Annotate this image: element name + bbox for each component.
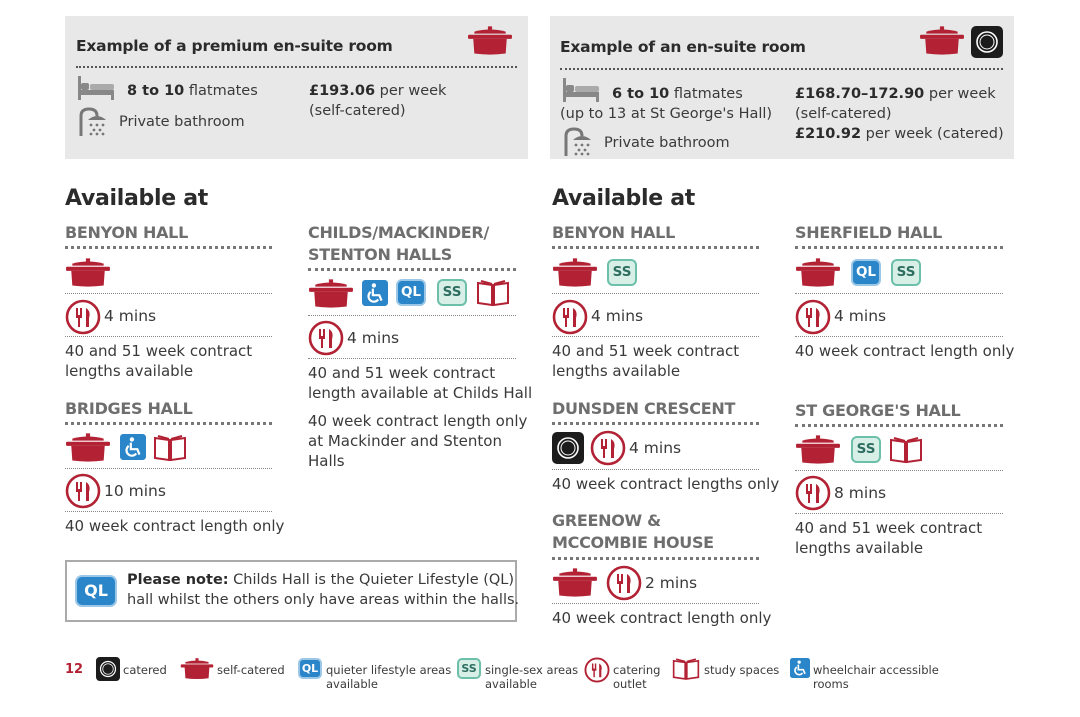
ss-badge: SS bbox=[891, 259, 921, 286]
contract-line: lengths available bbox=[65, 362, 194, 380]
legend-line: catering bbox=[613, 663, 661, 677]
price-range: £168.70–172.90 bbox=[795, 86, 925, 102]
walk-time: 10 mins bbox=[104, 482, 166, 500]
contract-info bbox=[552, 341, 739, 381]
divider bbox=[65, 422, 272, 425]
pot-icon bbox=[308, 279, 354, 309]
divider bbox=[308, 315, 516, 316]
premium-room-title: Example of a premium en-suite room bbox=[76, 37, 393, 55]
wheelchair-icon bbox=[362, 280, 388, 306]
hall-name-benyon: BENYON HALL bbox=[552, 223, 675, 242]
pot-icon bbox=[65, 433, 111, 463]
walk-time: 4 mins bbox=[629, 439, 682, 457]
divider bbox=[795, 293, 1003, 294]
wheelchair-icon bbox=[790, 658, 810, 678]
study-book-icon bbox=[476, 279, 510, 307]
contract-info: 40 week contract length only bbox=[65, 517, 285, 535]
price-catered-unit: per week (catered) bbox=[861, 126, 1004, 142]
study-book-icon bbox=[153, 434, 187, 462]
contract-info bbox=[65, 341, 252, 381]
legend-line: quieter lifestyle areas bbox=[326, 663, 452, 677]
divider bbox=[795, 336, 1003, 337]
contract-info: 40 week contract length only bbox=[552, 609, 772, 627]
legend-quieter-lifestyle bbox=[326, 663, 451, 691]
ensuite-room-title: Example of an en-suite room bbox=[560, 38, 806, 56]
contract-info: 40 week contract length only bbox=[795, 342, 1015, 360]
divider bbox=[65, 293, 272, 294]
divider bbox=[65, 468, 272, 469]
legend-catering-outlet bbox=[613, 663, 660, 691]
catered-icon bbox=[971, 26, 1003, 58]
flatmates-count: 6 to 10 bbox=[612, 86, 670, 102]
walk-time: 4 mins bbox=[834, 307, 887, 325]
divider bbox=[308, 358, 516, 359]
catering-outlet-icon bbox=[590, 430, 626, 466]
please-note-line1: Childs Hall is the Quieter Lifestyle (QL) bbox=[228, 572, 515, 588]
hall-name-childs-mackinder-stenton bbox=[308, 222, 489, 266]
walk-time: 4 mins bbox=[347, 329, 400, 347]
legend-single-sex bbox=[485, 663, 578, 691]
legend-study-spaces: study spaces bbox=[704, 663, 780, 677]
flatmates-label: flatmates bbox=[669, 86, 743, 102]
divider bbox=[795, 513, 1003, 514]
legend-line: available bbox=[326, 677, 378, 691]
study-book-icon bbox=[889, 436, 923, 464]
page-number: 12 bbox=[65, 662, 84, 677]
hall-name-dunsden: DUNSDEN CRESCENT bbox=[552, 399, 736, 418]
divider bbox=[795, 246, 1003, 249]
legend-line: single-sex areas bbox=[485, 663, 579, 677]
contract-line: 40 week contract length only bbox=[308, 412, 528, 430]
divider bbox=[552, 293, 759, 294]
walk-time: 4 mins bbox=[104, 307, 157, 325]
walk-time: 8 mins bbox=[834, 484, 887, 502]
divider bbox=[552, 603, 759, 604]
legend-line: available bbox=[485, 677, 537, 691]
bathroom-info: Private bathroom bbox=[604, 135, 730, 151]
hall-name-benyon: BENYON HALL bbox=[65, 223, 188, 242]
contract-line: at Mackinder and Stenton bbox=[308, 432, 502, 450]
contract-line: lengths available bbox=[795, 539, 924, 557]
hall-name-line: GREENOW & bbox=[552, 511, 661, 530]
ql-badge: QL bbox=[851, 259, 881, 286]
ql-badge: QL bbox=[298, 658, 322, 679]
price-note: (self-catered) bbox=[795, 106, 892, 122]
please-note-text bbox=[127, 570, 519, 610]
pot-icon bbox=[552, 568, 598, 598]
catering-outlet-icon bbox=[606, 565, 642, 601]
flatmates-label: flatmates bbox=[184, 83, 258, 99]
wheelchair-icon bbox=[120, 434, 146, 460]
ss-badge: SS bbox=[607, 259, 637, 286]
ss-badge: SS bbox=[457, 658, 481, 679]
legend-line: outlet bbox=[613, 677, 647, 691]
legend-line: wheelchair accessible bbox=[813, 663, 939, 677]
contract-info-childs bbox=[308, 363, 532, 403]
catering-outlet-icon bbox=[552, 299, 588, 335]
legend-self-catered: self-catered bbox=[217, 663, 285, 677]
pot-icon bbox=[65, 258, 111, 288]
flatmates-info bbox=[612, 84, 743, 104]
contract-info: 40 week contract lengths only bbox=[552, 475, 780, 493]
divider bbox=[795, 470, 1003, 471]
available-at-heading: Available at bbox=[552, 186, 695, 211]
pot-icon bbox=[180, 658, 214, 680]
bed-icon bbox=[75, 74, 117, 102]
legend-wheelchair bbox=[813, 663, 939, 691]
contract-line: 40 and 51 week contract bbox=[795, 519, 983, 537]
divider bbox=[552, 557, 759, 560]
hall-name-line: MCCOMBIE HOUSE bbox=[552, 533, 714, 552]
divider bbox=[65, 511, 272, 512]
hall-name-bridges: BRIDGES HALL bbox=[65, 399, 193, 418]
shower-icon bbox=[560, 126, 594, 156]
divider bbox=[552, 246, 759, 249]
legend-catered: catered bbox=[123, 663, 167, 677]
price-unit: per week bbox=[375, 83, 447, 99]
divider bbox=[560, 68, 1003, 70]
price-note: (self-catered) bbox=[309, 103, 406, 119]
flatmates-note: (up to 13 at St George's Hall) bbox=[560, 106, 773, 122]
catering-outlet-icon bbox=[795, 299, 831, 335]
hall-name-line: CHILDS/MACKINDER/ bbox=[308, 223, 489, 242]
pot-icon bbox=[552, 258, 598, 288]
price-unit: per week bbox=[924, 86, 996, 102]
contract-line: 40 and 51 week contract bbox=[65, 342, 253, 360]
ql-badge: QL bbox=[396, 279, 426, 306]
divider bbox=[65, 246, 272, 249]
legend-line: rooms bbox=[813, 677, 849, 691]
contract-line: 40 and 51 week contract bbox=[308, 364, 496, 382]
bathroom-info: Private bathroom bbox=[119, 114, 245, 130]
price-info bbox=[309, 81, 446, 121]
catering-outlet-icon bbox=[65, 473, 101, 509]
ss-badge: SS bbox=[437, 279, 467, 306]
divider bbox=[552, 422, 759, 425]
bed-icon bbox=[560, 76, 602, 104]
divider bbox=[65, 336, 272, 337]
price-value: £193.06 bbox=[309, 83, 376, 99]
ss-badge: SS bbox=[851, 436, 881, 463]
pot-icon bbox=[467, 26, 513, 56]
flatmates-count: 8 to 10 bbox=[127, 83, 185, 99]
hall-name-st-georges: ST GEORGE'S HALL bbox=[795, 401, 961, 420]
pot-icon bbox=[795, 258, 841, 288]
hall-name-greenow-mccombie bbox=[552, 510, 714, 554]
divider bbox=[76, 66, 517, 68]
premium-room-box bbox=[65, 16, 528, 159]
catering-outlet-icon bbox=[795, 475, 831, 511]
catering-outlet-icon bbox=[65, 299, 101, 335]
contract-info-mackinder-stenton bbox=[308, 411, 527, 471]
shower-icon bbox=[75, 106, 109, 136]
divider bbox=[308, 268, 516, 271]
divider bbox=[552, 469, 759, 470]
study-book-icon bbox=[672, 657, 700, 681]
divider bbox=[795, 424, 1003, 427]
ql-badge: QL bbox=[75, 575, 117, 607]
price-catered: £210.92 bbox=[795, 126, 862, 142]
catered-icon bbox=[552, 432, 584, 464]
pot-icon bbox=[919, 26, 965, 56]
catered-icon bbox=[96, 657, 120, 681]
price-info bbox=[795, 84, 1004, 144]
walk-time: 4 mins bbox=[591, 307, 644, 325]
flatmates-info bbox=[127, 81, 258, 101]
contract-line: 40 and 51 week contract bbox=[552, 342, 740, 360]
contract-info bbox=[795, 518, 982, 558]
catering-outlet-icon bbox=[584, 657, 610, 683]
please-note-line2: hall whilst the others only have areas within the halls. bbox=[127, 592, 520, 608]
walk-time: 2 mins bbox=[645, 574, 698, 592]
available-at-heading: Available at bbox=[65, 186, 208, 211]
please-note-label: Please note: bbox=[127, 572, 229, 588]
contract-line: length available at Childs Hall bbox=[308, 384, 533, 402]
contract-line: lengths available bbox=[552, 362, 681, 380]
catering-outlet-icon bbox=[308, 320, 344, 356]
divider bbox=[552, 336, 759, 337]
pot-icon bbox=[795, 435, 841, 465]
hall-name-sherfield: SHERFIELD HALL bbox=[795, 223, 942, 242]
ensuite-room-box bbox=[550, 16, 1014, 159]
contract-line: Halls bbox=[308, 452, 345, 470]
hall-name-line: STENTON HALLS bbox=[308, 245, 453, 264]
